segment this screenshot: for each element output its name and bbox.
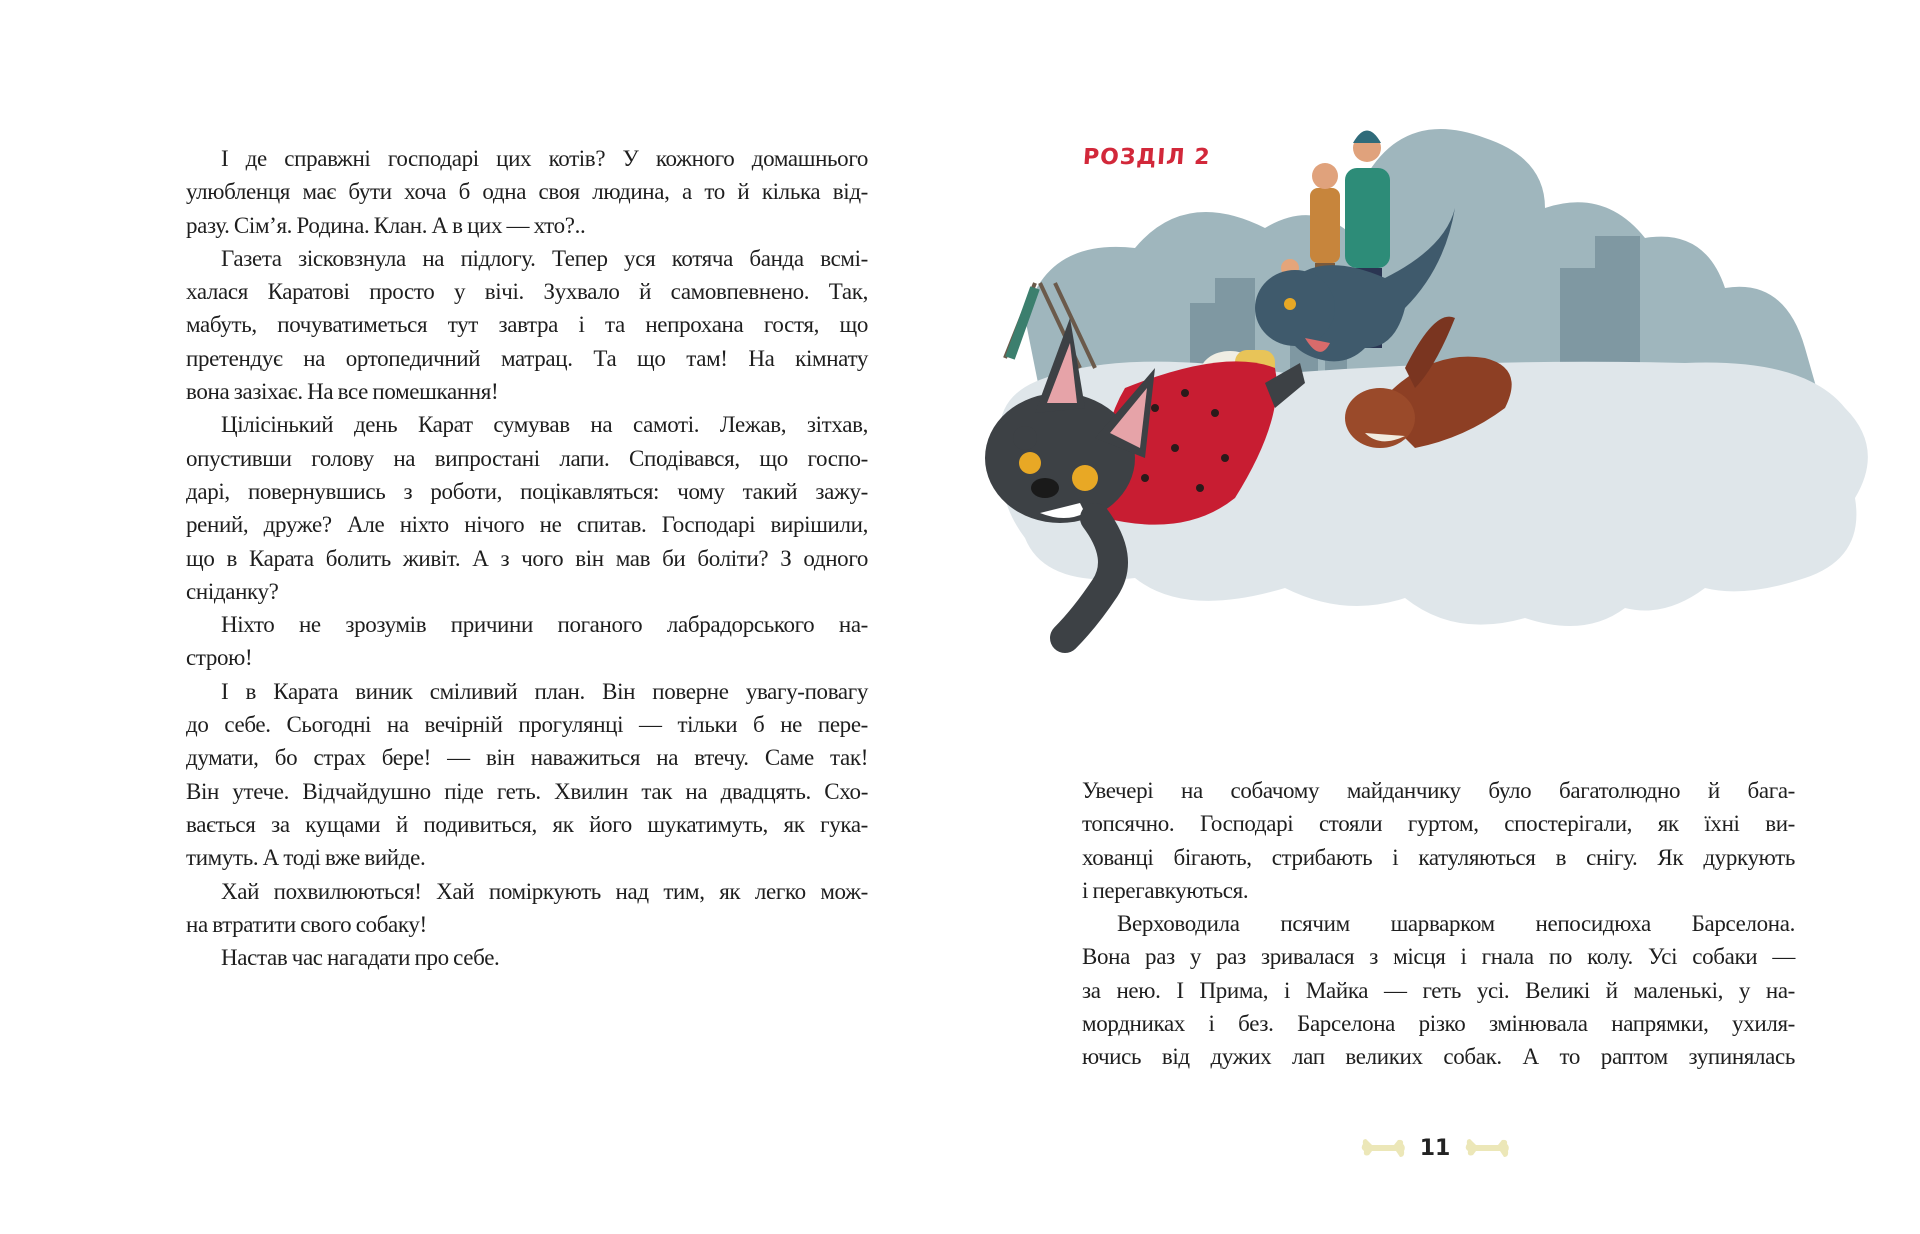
text-line: І де справжні господарі цих котів? У кожного домашнього	[221, 146, 868, 171]
text-line: ючись від дужих лап великих собак. А то раптом зупинялась	[1082, 1044, 1795, 1070]
text-line: Настав час нагадати про себе.	[221, 945, 500, 971]
text-line: думати, бо страх бере! — він наважиться на втечу. Саме так!	[186, 745, 868, 771]
text-line: Увечері на собачому майданчику було багатолюдно й бага-	[1082, 778, 1795, 803]
right-page-text	[1082, 774, 1795, 1074]
text-line: Він утече. Відчайдушно піде геть. Хвилин так на двадцять. Схо-	[186, 778, 868, 804]
dogs-in-snow-illustration	[985, 118, 1885, 718]
text-line: претендує на ортопедичний матрац. Та що там! На кімнату	[186, 345, 868, 371]
text-line: Газета зісковзнула на підлогу. Тепер уся котяча банда всмі-	[221, 245, 868, 271]
text-line: тимуть. А тоді вже вийде.	[186, 845, 426, 871]
text-line: Вона раз у раз зривалася з місця і гнала по колу. Усі собаки —	[1082, 944, 1795, 970]
text-line: за нею. І Прима, і Майка — геть усі. Великі й маленькі, у на-	[1082, 977, 1795, 1003]
text-line: опустивши голову на випростані лапи. Сподівався, що госпо-	[186, 445, 868, 471]
text-line: дарі, повернувшись з роботи, поцікавляться: чому такий зажу-	[186, 478, 868, 504]
text-line: строю!	[186, 645, 253, 671]
text-line: вона зазіхає. На все помешкання!	[186, 379, 499, 405]
text-line: що в Карата болить живіт. А з чого він мав би боліти? З одного	[186, 545, 868, 571]
text-line: Цілісінький день Карат сумував на самоті. Лежав, зітхав,	[221, 412, 868, 438]
text-line: халася Каратові просто у вічі. Зухвало й самовпевнено. Так,	[186, 279, 868, 305]
text-line: І в Карата виник сміливий план. Він поверне увагу-повагу	[221, 678, 868, 704]
text-line: разу. Сім’я. Родина. Клан. А в цих — хто?..	[186, 212, 586, 238]
text-line: Ніхто не зрозумів причини поганого лабрадорського на-	[221, 612, 868, 638]
text-line: вається за кущами й подивиться, як його шукатимуть, як гука-	[186, 811, 868, 837]
text-line: на втратити свого собаку!	[186, 911, 427, 937]
text-line: сніданку?	[186, 578, 279, 604]
text-line: мабуть, почуватиметься тут завтра і та непрохана гостя, що	[186, 312, 868, 338]
bone-icon	[1360, 1135, 1406, 1161]
text-line: топсячно. Господарі стояли гуртом, спостерігали, як їхні ви-	[1082, 811, 1795, 837]
text-line: до себе. Сьогодні на вечірній прогулянці — тільки б не пере-	[186, 712, 868, 738]
text-line: хованці бігають, стрибають і катуляються в снігу. Як дуркують	[1082, 844, 1795, 870]
chapter-label: РОЗДІЛ 2	[1082, 145, 1212, 170]
left-page-text	[186, 142, 868, 974]
text-line: улюбленця має бути хоча б одна своя людина, а то й кілька від-	[186, 179, 868, 205]
bone-icon	[1464, 1135, 1510, 1161]
page-number: 11	[1419, 1135, 1451, 1161]
text-line: мордниках і без. Барселона різко змінювала напрямки, ухиля-	[1082, 1011, 1795, 1037]
text-line: Верховодила псячим шарварком непосидюха Барселона.	[1117, 911, 1795, 937]
text-line: Хай похвилюються! Хай поміркують над тим, як легко мож-	[221, 878, 868, 904]
text-line: і перегавкуються.	[1082, 877, 1249, 903]
page-number-footer	[1355, 1128, 1515, 1168]
text-line: рений, друже? Але ніхто нічого не спитав. Господарі вирішили,	[186, 512, 868, 538]
